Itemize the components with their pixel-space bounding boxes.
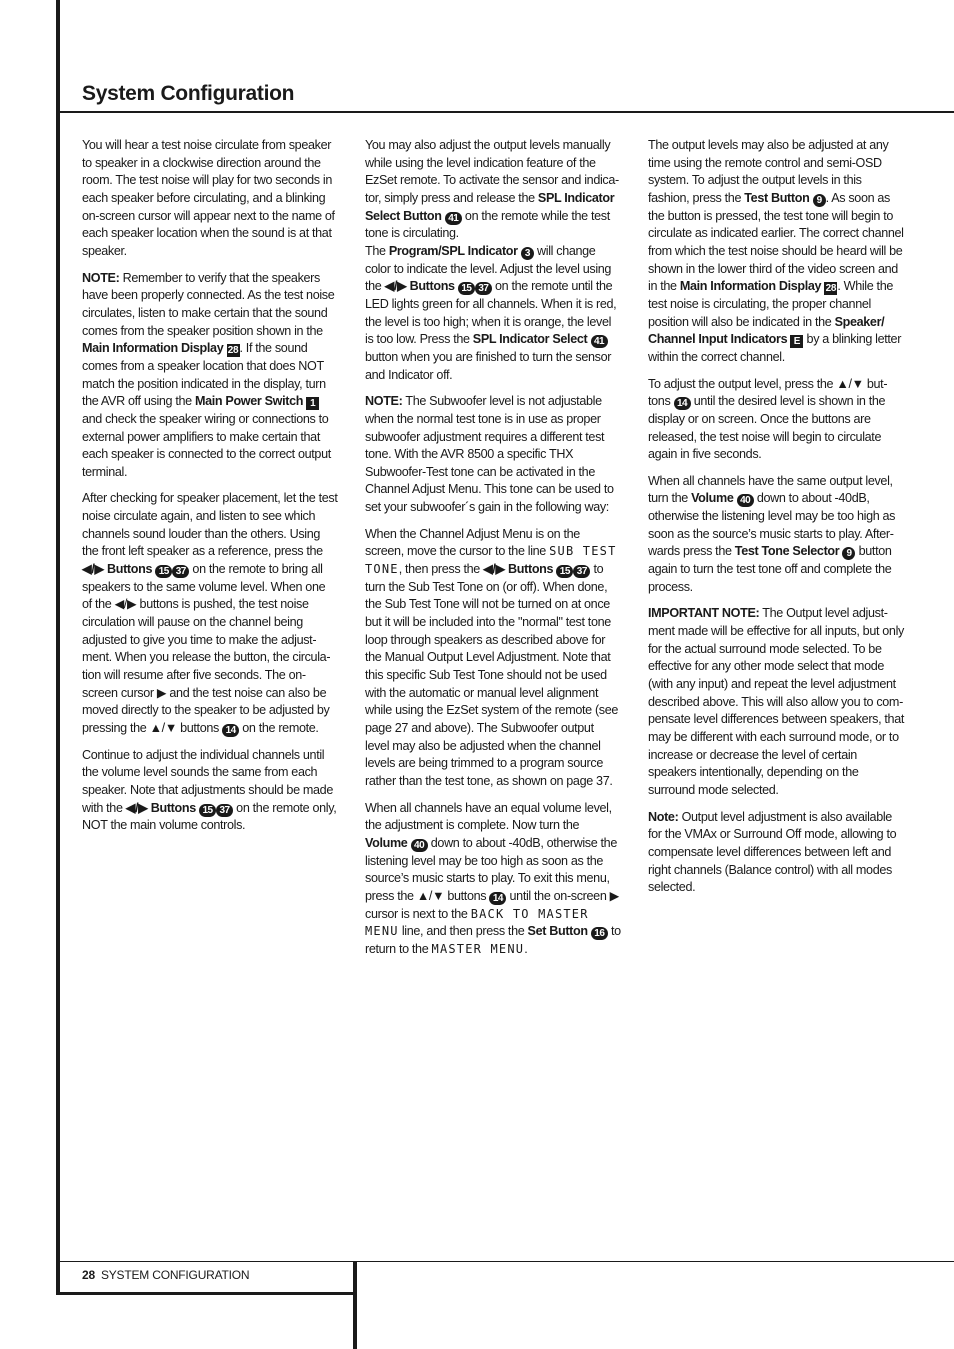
control-name: Test Tone Selector bbox=[734, 544, 840, 559]
note-label: NOTE: bbox=[82, 270, 120, 285]
text: buttons bbox=[648, 376, 888, 409]
ref-number-badge: 15 bbox=[155, 565, 172, 578]
control-name: Volume bbox=[691, 491, 734, 506]
left-right-arrows-icon: ◀/▶ bbox=[483, 562, 505, 577]
note-label: NOTE: bbox=[365, 394, 403, 409]
text: When all channels have an equal volume level, the adjustment is complete. Now turn the bbox=[365, 800, 612, 833]
ref-number-badge: 14 bbox=[222, 724, 239, 737]
control-name: Test Button bbox=[744, 190, 810, 205]
text-column-2 bbox=[365, 137, 621, 968]
text: buttons is pushed, the test noise circulation will pause on the channel being adjusted to give you time to make the adjustment. When you release the button, the circulation will resume after five seconds. The on-screen cursor bbox=[82, 597, 331, 700]
left-margin-bar bbox=[56, 0, 60, 1295]
ref-number-badge: 3 bbox=[521, 247, 534, 260]
control-name: Main Information Display bbox=[82, 341, 224, 356]
ref-number-badge: 14 bbox=[489, 892, 506, 905]
text: by a blinking letter within the correct channel. bbox=[648, 332, 902, 364]
control-name: Set Button bbox=[527, 924, 588, 939]
paragraph bbox=[648, 376, 904, 464]
text: on the remote until the LED lights green for all channels. When it is red, the level is too high; when it is orange, the level is too low. Press the bbox=[365, 279, 617, 347]
text: and the test noise can also be moved directly to the speaker to be adjusted by pressing the bbox=[82, 685, 330, 735]
text: When the Channel Adjust Menu is on the screen, move the cursor to the line bbox=[365, 526, 580, 559]
ref-number-badge: 37 bbox=[475, 282, 492, 295]
control-name: Volume bbox=[365, 835, 408, 850]
page-number: 28 bbox=[82, 1268, 95, 1282]
text: on the remote. bbox=[239, 721, 319, 735]
text: until the on-screen bbox=[506, 888, 610, 903]
cursor-right-icon: ▶ bbox=[609, 888, 619, 903]
ref-number-badge: 1 bbox=[306, 397, 319, 410]
text: to turn the Sub Test Tone on (or off). When done, the Sub Test Tone will not be turned on at once but it will be included into the "normal" test tone loop through speakers as described above for the Manual Output Level Adjustment. Note that this specific Sub Test Tone should not be used with the automatic or manual level alignment while using the EzSet system of the remote (see page 27 and above). The Subwoofer output level may also be adjusted when the channel levels are being trimmed to a program source rather than the test tone, as shown on page 37. bbox=[365, 562, 619, 788]
text: , then press the bbox=[398, 562, 484, 577]
text: buttons bbox=[444, 888, 490, 903]
left-right-arrows-icon: ◀/▶ bbox=[82, 562, 104, 577]
text: buttons bbox=[176, 721, 223, 735]
text: will change color to indicate the level. Adjust the level using the bbox=[365, 243, 612, 294]
text: on the remote while the test tone is circulating. bbox=[365, 208, 610, 241]
footer-section-title: SYSTEM CONFIGURATION bbox=[100, 1268, 250, 1282]
text: To adjust the output level, press the bbox=[648, 376, 837, 391]
paragraph-note bbox=[648, 605, 904, 799]
ref-number-badge: 28 bbox=[825, 283, 837, 295]
text: to return to the bbox=[365, 924, 621, 956]
footer-rule bbox=[56, 1261, 954, 1262]
footer-divider-bar bbox=[353, 1262, 357, 1349]
text: After checking for speaker placement, let the test noise circulate again, and listen to see which channels sound louder than the others. Using the front left speaker as a reference, press the bbox=[82, 491, 338, 559]
cursor-right-icon: ▶ bbox=[156, 685, 167, 700]
ref-number-badge: 37 bbox=[216, 804, 233, 817]
text: . As soon as the button is pressed, the test tone will begin to circulate as indicated earlier. The correct channel from which the test noise should be heard will be shown in the lower third of the video screen and in the bbox=[648, 190, 904, 294]
paragraph bbox=[648, 473, 904, 597]
text-column-1 bbox=[82, 137, 338, 844]
note-label: Note: bbox=[648, 809, 679, 824]
control-name: Main Power Switch bbox=[194, 394, 304, 409]
ref-number-badge: 14 bbox=[674, 397, 691, 410]
text: When all channels have the same output level, turn the bbox=[648, 473, 893, 506]
text: on the remote only, NOT the main volume controls. bbox=[82, 800, 337, 833]
text: on the remote to bring all speakers to the same volume level. When one of the bbox=[82, 562, 326, 612]
ref-number-badge: 40 bbox=[411, 839, 428, 852]
up-down-arrows-icon: ▲/▼ bbox=[149, 721, 177, 735]
ref-number-badge: 9 bbox=[813, 194, 826, 207]
text: down to about -40dB, otherwise the listening level may be too high as soon as the source’s music starts to play. To exit this menu, press the bbox=[365, 835, 617, 903]
text: . While the test noise is circulating, the proper channel position will also be indicated in the bbox=[648, 279, 894, 329]
text: down to about -40dB, otherwise the listening level may be too high as soon as the source’s music starts to play. Afterwards press the bbox=[648, 491, 896, 559]
paragraph bbox=[365, 137, 621, 384]
control-name: Buttons bbox=[106, 562, 153, 577]
ref-number-badge: 15 bbox=[199, 804, 216, 817]
text: until the desired level is shown in the display or on screen. Once the buttons are released, the test noise will begin to circulate again in five seconds. bbox=[648, 394, 886, 462]
text: You may also adjust the output levels manually while using the level indication feature of the EzSet remote. To activate the sensor and indicator, simply press and release the bbox=[365, 138, 620, 205]
text: Continue to adjust the individual channels until the volume level sounds the same from each speaker. Note that adjustments should be made with the bbox=[82, 747, 333, 815]
ref-number-badge: 41 bbox=[591, 335, 608, 348]
left-right-arrows-icon: ◀/▶ bbox=[114, 597, 137, 612]
paragraph-note bbox=[82, 270, 338, 482]
ref-number-badge: 16 bbox=[591, 927, 608, 940]
ref-number-badge: 15 bbox=[556, 565, 573, 578]
text: The Output level adjustment made will be effective for all inputs, but only for the actual surround mode selected. To be effective for any other mode select that mode (with any input) and repeat the level adjustment described above. This will also allow you to compensate level differences between speakers, that may be different with each surround mode, or to increase or decrease the level of certain speakers intentionally, depending on the surround mode selected. bbox=[648, 606, 905, 797]
osd-text: MASTER MENU bbox=[431, 941, 525, 956]
text: The bbox=[365, 243, 389, 258]
left-right-arrows-icon: ◀/▶ bbox=[384, 279, 407, 294]
paragraph bbox=[365, 526, 621, 791]
ref-letter-badge: E bbox=[790, 335, 803, 348]
text-column-3 bbox=[648, 137, 904, 906]
control-name: Main Information Display bbox=[679, 279, 822, 294]
page-title: System Configuration bbox=[82, 82, 295, 105]
control-name: Program/SPL Indicator bbox=[388, 243, 518, 258]
text: and check the speaker wiring or connections to external power amplifiers to make certain that each speaker is connected to the correct output terminal. bbox=[82, 411, 331, 479]
control-name: Speaker/ Channel Input Indicators bbox=[648, 314, 885, 347]
ref-number-badge: 40 bbox=[737, 494, 754, 507]
control-name: Buttons bbox=[150, 800, 196, 815]
up-down-arrows-icon: ▲/▼ bbox=[836, 376, 864, 391]
ref-number-badge: 28 bbox=[227, 345, 239, 357]
text: The output levels may also be adjusted at any time using the remote control and semi-OSD system. To adjust the output levels in this fashion, press the bbox=[648, 138, 889, 205]
left-right-arrows-icon: ◀/▶ bbox=[125, 800, 148, 815]
ref-number-badge: 15 bbox=[458, 282, 475, 295]
text: line, and then press the bbox=[398, 924, 528, 939]
text: button again to turn the test tone off and complete the process. bbox=[648, 544, 892, 594]
control-name: Buttons bbox=[508, 562, 554, 577]
up-down-arrows-icon: ▲/▼ bbox=[416, 888, 445, 903]
text: Output level adjustment is also available for the VMAx or Surround Off mode, allowing to compensate level differences between left and right channels (Balance control) with all modes selected. bbox=[648, 809, 897, 895]
footer-rule-thick bbox=[56, 1292, 357, 1295]
ref-number-badge: 41 bbox=[445, 212, 462, 225]
text: The Subwoofer level is not adjustable when the normal test tone is in use as proper subwoofer adjustment requires a different test tone. With the AVR 8500 a specific THX Subwoofer-Test tone can be activated in the Channel Adjust Menu. This tone can be used to set your subwoofer´s gain in the following way: bbox=[365, 394, 614, 515]
paragraph bbox=[82, 137, 338, 261]
text: cursor is next to the bbox=[365, 906, 471, 921]
ref-number-badge: 9 bbox=[842, 547, 855, 560]
text: . bbox=[524, 941, 528, 956]
ref-number-badge: 37 bbox=[573, 565, 590, 578]
osd-text: BACK TO MASTER MENU bbox=[365, 906, 589, 939]
control-name: SPL Indicator Select Button bbox=[365, 190, 615, 223]
paragraph bbox=[82, 490, 338, 737]
paragraph bbox=[365, 800, 621, 959]
note-label: IMPORTANT NOTE: bbox=[648, 606, 760, 621]
text: button when you are finished to turn the sensor and Indicator off. bbox=[365, 349, 612, 382]
osd-text: SUB TEST TONE bbox=[365, 544, 617, 577]
ref-number-badge: 37 bbox=[172, 565, 189, 578]
control-name: Buttons bbox=[409, 279, 455, 294]
page-footer bbox=[82, 1268, 249, 1282]
text: . If the sound comes from a speaker location that does NOT match the position indicated in the display, turn the AVR off using the bbox=[82, 341, 326, 409]
paragraph-note bbox=[648, 809, 904, 897]
paragraph-note bbox=[365, 393, 621, 517]
text: Remember to verify that the speakers have been properly connected. As the test noise circulates, listen to make certain that the sound comes from the speaker position shown in the bbox=[82, 270, 335, 338]
control-name: SPL Indicator Select bbox=[472, 332, 588, 347]
header-rule bbox=[56, 111, 954, 113]
paragraph bbox=[648, 137, 904, 367]
paragraph-text: You will hear a test noise circulate from speaker to speaker in a clockwise direction around the room. The test noise will play for two seconds in each speaker before circulating, and a blinking on-screen cursor will appear next to the name of each speaker location when the sound is at that speaker. bbox=[82, 138, 335, 258]
paragraph bbox=[82, 747, 338, 835]
